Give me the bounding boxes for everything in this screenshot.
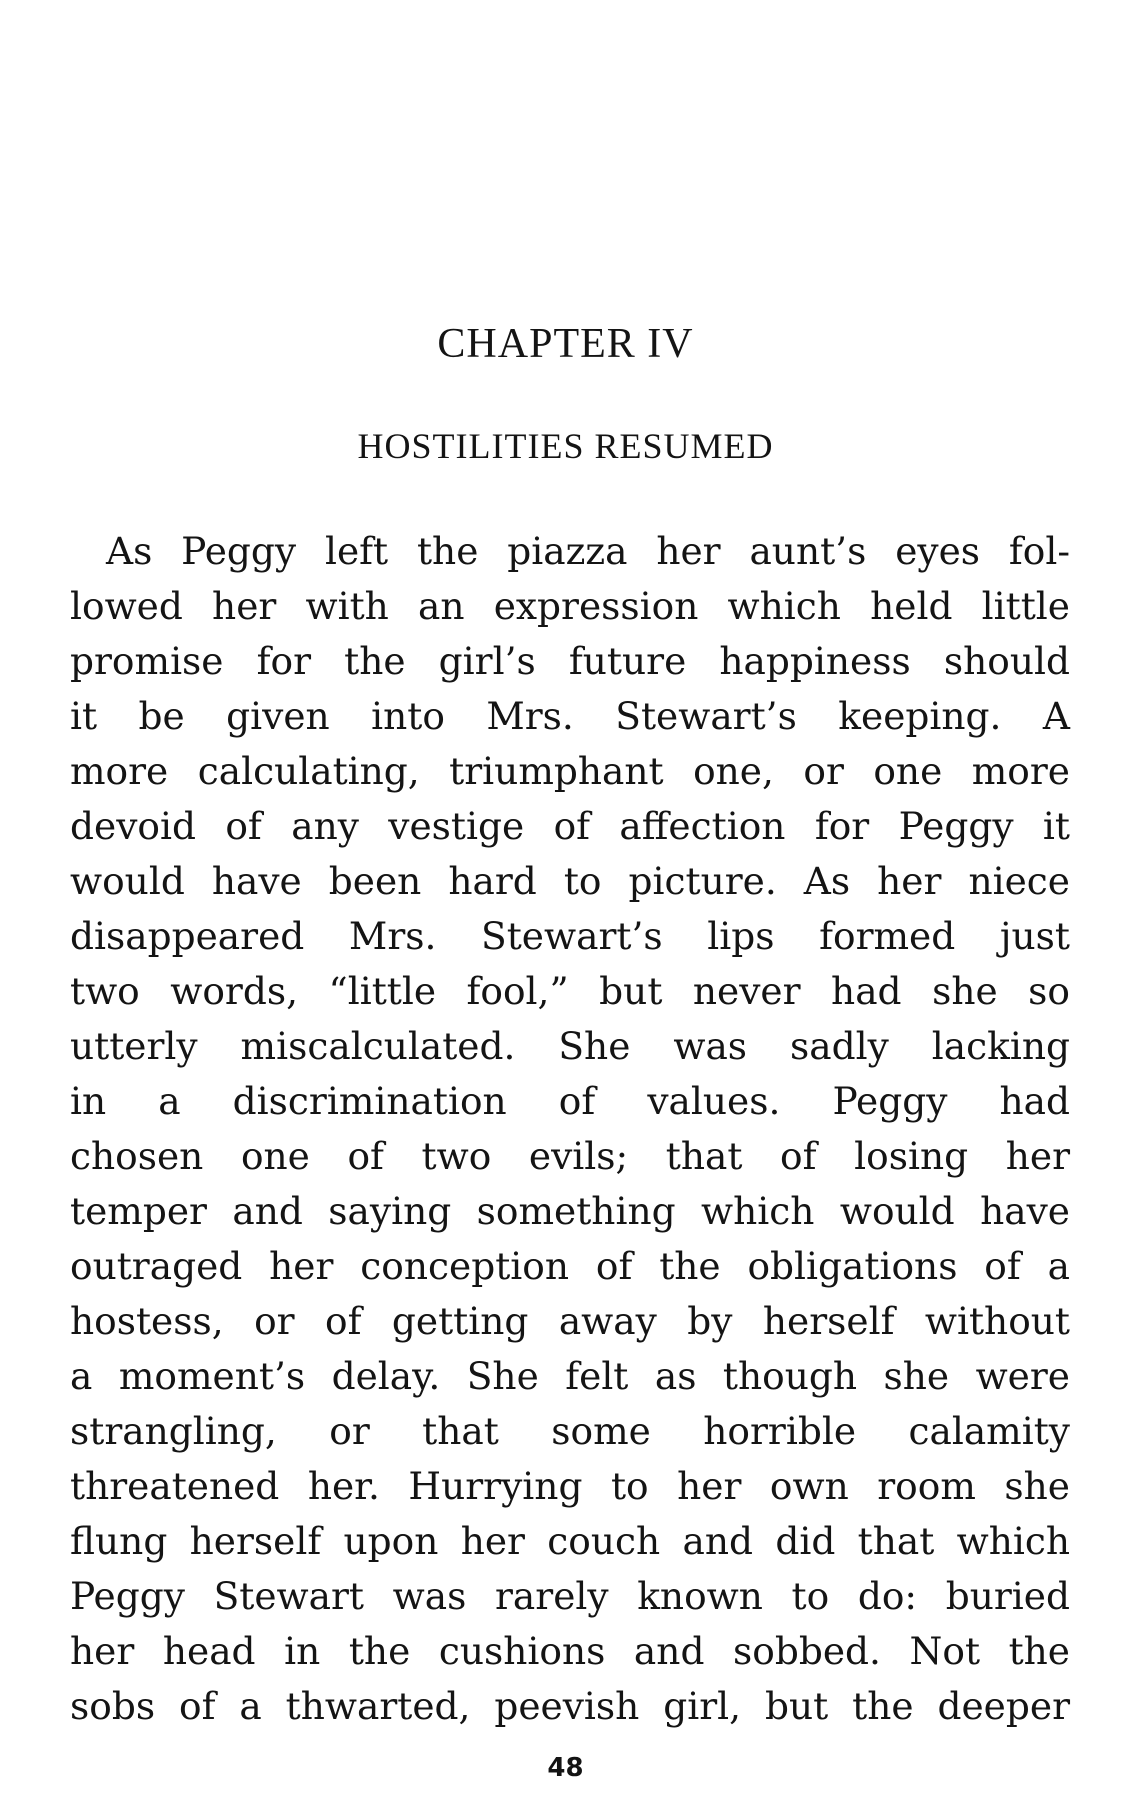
text-line: Peggy Stewart was rarely known to do: buried [70,1574,1070,1618]
text-line: As Peggy left the piazza her aunt’s eyes fol- [106,529,1070,573]
text-line: utterly miscalculated. She was sadly lacking [70,1024,1070,1068]
text-line: it be given into Mrs. Stewart’s keeping. A [70,694,1070,738]
text-line: two words, “little fool,” but never had she so [70,969,1070,1013]
text-line: would have been hard to picture. As her niece [70,859,1070,903]
text-line: outraged her conception of the obligations of a [70,1244,1070,1288]
text-line: chosen one of two evils; that of losing her [70,1134,1070,1178]
text-line: lowed her with an expression which held little [70,584,1070,628]
text-line: temper and saying something which would have [70,1189,1070,1233]
text-line: threatened her. Hurrying to her own room she [70,1464,1070,1508]
text-line: devoid of any vestige of affection for Peggy it [70,804,1070,848]
text-line: promise for the girl’s future happiness should [70,639,1070,683]
page-number: 48 [547,1753,584,1783]
chapter-body [70,524,1070,1734]
text-line: sobs of a thwarted, peevish girl, but the deeper [70,1684,1070,1728]
text-line: a moment’s delay. She felt as though she were [70,1354,1070,1398]
text-line: flung herself upon her couch and did that which [70,1519,1070,1563]
text-line: hostess, or of getting away by herself without [70,1299,1070,1343]
text-line: her head in the cushions and sobbed. Not the [70,1629,1070,1673]
chapter-title: HOSTILITIES RESUMED [357,426,774,466]
text-line: in a discrimination of values. Peggy had [70,1079,1070,1123]
chapter-number: CHAPTER IV [437,321,694,367]
text-line: disappeared Mrs. Stewart’s lips formed just [70,914,1070,958]
text-line: more calculating, triumphant one, or one more [70,749,1070,793]
text-line: strangling, or that some horrible calamity [70,1409,1070,1453]
